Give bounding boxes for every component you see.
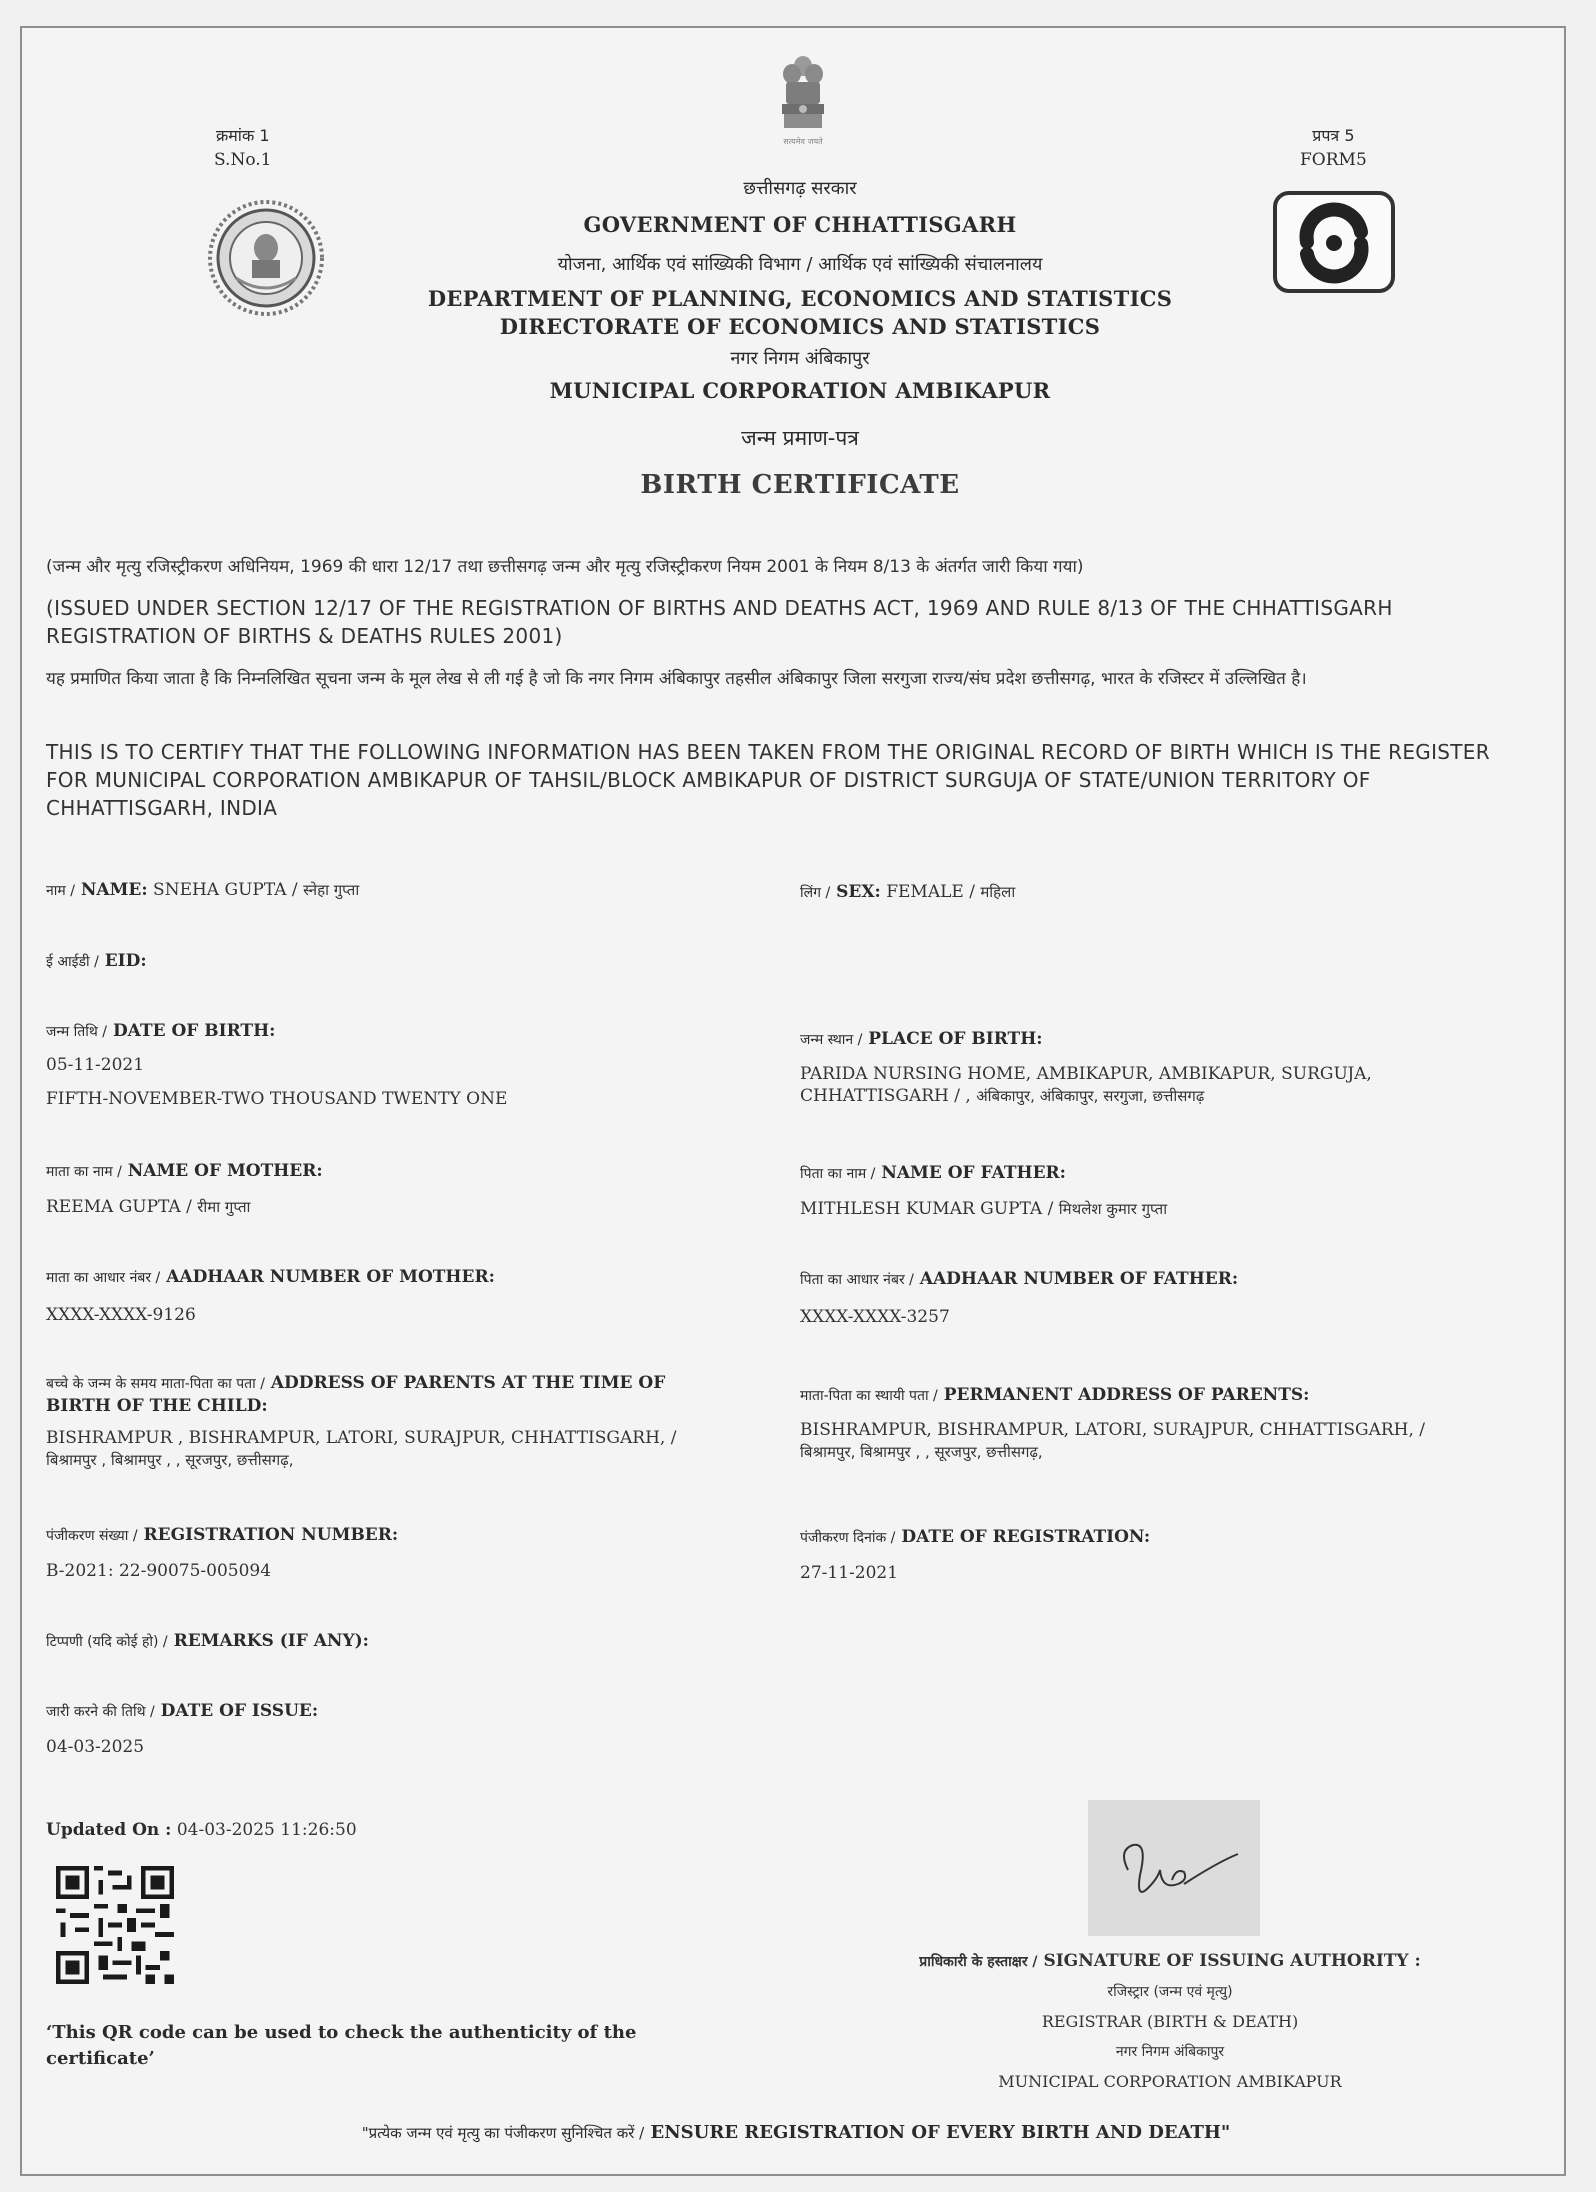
permanent-address-label-hi: माता-पिता का स्थायी पता / (800, 1388, 938, 1404)
father-label-hi: पिता का नाम / (800, 1166, 876, 1182)
mother-label: NAME OF MOTHER: (127, 1161, 323, 1181)
permanent-address-field (800, 1384, 1540, 1463)
father-value: MITHLESH KUMAR GUPTA / (800, 1199, 1054, 1219)
sex-value-hi: महिला (980, 883, 1016, 901)
footer-slogan-en: ENSURE REGISTRATION OF EVERY BIRTH AND DEATH" (650, 2122, 1231, 2143)
directorate-en: DIRECTORATE OF ECONOMICS AND STATISTICS (499, 314, 1101, 339)
mother-value-hi: रीमा गुप्ता (197, 1198, 251, 1216)
footer-slogan-hi: "प्रत्येक जन्म एवं मृत्यु का पंजीकरण सुनिश्चित करें / (361, 2124, 645, 2142)
qr-note: ‘This QR code can be used to check the authenticity of the certificate’ (46, 2022, 637, 2069)
certify-hi: यह प्रमाणित किया जाता है कि निम्नलिखित सूचना जन्म के मूल लेख से ली गई है जो कि नगर निगम अंबिकापुर तहसील अंबिकापुर जिला सरगुजा राज्य/संघ प्रदेश छत्तीसगढ़, भारत के रजिस्टर में उल्लिखित है। (46, 669, 1307, 689)
qr-code-icon[interactable] (56, 1866, 174, 1984)
pob-field (800, 1028, 1540, 1107)
signature-label: SIGNATURE OF ISSUING AUTHORITY : (1043, 1951, 1421, 1971)
address-at-birth-label-hi: बच्चे के जन्म के समय माता-पिता का पता / (46, 1376, 265, 1392)
issue-date-field (46, 1700, 786, 1759)
aadhaar-father-value: XXXX-XXXX-3257 (800, 1307, 950, 1327)
name-field (46, 878, 786, 902)
father-label: NAME OF FATHER: (881, 1163, 1066, 1183)
title-en: BIRTH CERTIFICATE (640, 470, 960, 500)
corporation-hi: नगर निगम अंबिकापुर (730, 348, 870, 369)
aadhaar-mother-label: AADHAAR NUMBER OF MOTHER: (166, 1267, 495, 1287)
corporation-en: MUNICIPAL CORPORATION AMBIKAPUR (549, 378, 1051, 403)
sex-label: SEX: (836, 882, 881, 902)
address-at-birth-value: BISHRAMPUR , BISHRAMPUR, LATORI, SURAJPUR, CHHATTISGARH, / (46, 1428, 677, 1448)
dob-field (46, 1020, 786, 1111)
signature-label-hi: प्राधिकारी के हस्ताक्षर / (919, 1954, 1038, 1970)
aadhaar-father-field (800, 1268, 1540, 1329)
footer-slogan (46, 2122, 1546, 2143)
permanent-address-value: BISHRAMPUR, BISHRAMPUR, LATORI, SURAJPUR, CHHATTISGARH, / (800, 1420, 1426, 1440)
national-emblem-icon (770, 52, 836, 152)
registration-number-label: REGISTRATION NUMBER: (143, 1525, 399, 1545)
serial-en: S.No.1 (214, 150, 272, 170)
pob-value-line1: PARIDA NURSING HOME, AMBIKAPUR, AMBIKAPUR, SURGUJA, (800, 1064, 1372, 1084)
issue-date-label-hi: जारी करने की तिथि / (46, 1704, 155, 1720)
registration-number-value: B-2021: 22-90075-005094 (46, 1561, 272, 1581)
signature-image (1088, 1800, 1260, 1936)
issued-en: (ISSUED UNDER SECTION 12/17 OF THE REGISTRATION OF BIRTHS AND DEATHS ACT, 1969 AND RULE 8/13 OF THE CHHATTISGARH REGISTRATION OF BIRTHS & DEATHS RULES 2001) (46, 596, 1393, 648)
name-label-hi: नाम / (46, 883, 75, 899)
registration-number-field (46, 1524, 786, 1583)
dob-label: DATE OF BIRTH: (112, 1021, 276, 1041)
pob-value-line2: CHHATTISGARH / , (800, 1086, 971, 1106)
permanent-address-value-hi: बिश्रामपुर, बिश्रामपुर , , सूरजपुर, छत्तीसगढ़, (800, 1443, 1043, 1461)
aadhaar-mother-label-hi: माता का आधार नंबर / (46, 1270, 161, 1286)
eid-label-hi: ई आईडी / (46, 954, 99, 970)
dob-words: FIFTH-NOVEMBER-TWO THOUSAND TWENTY ONE (46, 1089, 508, 1109)
issue-date-label: DATE OF ISSUE: (160, 1701, 319, 1721)
name-value-hi: स्नेहा गुप्ता (303, 881, 360, 899)
eid-field (46, 950, 786, 973)
father-value-hi: मिथलेश कुमार गुप्ता (1058, 1200, 1168, 1218)
state-en: GOVERNMENT OF CHHATTISGARH (583, 212, 1017, 237)
registration-date-label-hi: पंजीकरण दिनांक / (800, 1530, 896, 1546)
pob-label: PLACE OF BIRTH: (868, 1029, 1043, 1049)
emblem-caption: सत्यमेव जयते (783, 137, 823, 146)
registration-date-field (800, 1526, 1540, 1585)
permanent-address-label: PERMANENT ADDRESS OF PARENTS: (943, 1385, 1310, 1405)
name-value: SNEHA GUPTA / (153, 880, 298, 900)
state-hi: छत्तीसगढ़ सरकार (743, 178, 857, 199)
serial-hi: क्रमांक 1 (215, 126, 270, 145)
issued-hi: (जन्म और मृत्यु रजिस्ट्रीकरण अधिनियम, 1969 की धारा 12/17 तथा छत्तीसगढ़ जन्म और मृत्यु रजिस्ट्रीकरण नियम 2001 के नियम 8/13 के अंतर्गत जारी किया गया) (46, 557, 1084, 577)
address-at-birth-label-line1: ADDRESS OF PARENTS AT THE TIME OF (270, 1373, 666, 1393)
mother-field (46, 1160, 786, 1219)
form-en: FORM5 (1300, 150, 1367, 170)
sex-label-hi: लिंग / (800, 885, 831, 901)
form-number (1300, 124, 1367, 172)
aadhaar-mother-field (46, 1266, 786, 1327)
remarks-label-hi: टिप्पणी (यदि कोई हो) / (46, 1634, 168, 1650)
form-hi: प्रपत्र 5 (1312, 126, 1355, 145)
dept-en: DEPARTMENT OF PLANNING, ECONOMICS AND STATISTICS (427, 286, 1173, 311)
registration-number-label-hi: पंजीकरण संख्या / (46, 1528, 138, 1544)
mother-label-hi: माता का नाम / (46, 1164, 122, 1180)
certify-en: THIS IS TO CERTIFY THAT THE FOLLOWING INFORMATION HAS BEEN TAKEN FROM THE ORIGINAL RECORD OF BIRTH WHICH IS THE REGISTER FOR MUNICIPAL CORPORATION AMBIKAPUR OF TAHSIL/BLOCK AMBIKAPUR OF DISTRICT SURGUJA OF STATE/UNION TERRITORY OF CHHATTISGARH, INDIA (46, 740, 1490, 820)
title-hi: जन्म प्रमाण-पत्र (741, 426, 859, 450)
remarks-field (46, 1630, 786, 1653)
dept-hi: योजना, आर्थिक एवं सांख्यिकी विभाग / आर्थिक एवं सांख्यिकी संचालनालय (557, 254, 1043, 275)
pob-label-hi: जन्म स्थान / (800, 1032, 863, 1048)
updated-on-value: 04-03-2025 11:26:50 (176, 1820, 357, 1840)
registration-date-label: DATE OF REGISTRATION: (901, 1527, 1151, 1547)
remarks-label: REMARKS (IF ANY): (173, 1631, 369, 1651)
registration-date-value: 27-11-2021 (800, 1563, 899, 1583)
aadhaar-father-label-hi: पिता का आधार नंबर / (800, 1272, 914, 1288)
updated-on-label: Updated On : (46, 1820, 172, 1840)
address-at-birth-field (46, 1372, 786, 1471)
signature-corporation-hi: नगर निगम अंबिकापुर (1115, 2044, 1225, 2060)
father-field (800, 1162, 1540, 1221)
sex-field (800, 880, 1540, 904)
birth-registration-logo-icon (1272, 190, 1396, 294)
eid-label: EID: (104, 951, 147, 971)
address-at-birth-value-hi: बिश्रामपुर , बिश्रामपुर , , सूरजपुर, छत्तीसगढ़, (46, 1451, 294, 1469)
registrar-hi: रजिस्ट्रार (जन्म एवं मृत्यु) (1107, 1984, 1233, 2000)
signature-block (860, 1946, 1480, 2097)
dob-label-hi: जन्म तिथि / (46, 1024, 108, 1040)
aadhaar-father-label: AADHAAR NUMBER OF FATHER: (919, 1269, 1239, 1289)
signature-corporation-en: MUNICIPAL CORPORATION AMBIKAPUR (998, 2072, 1342, 2091)
name-label: NAME: (80, 880, 148, 900)
dob-value: 05-11-2021 (46, 1055, 145, 1075)
updated-on (46, 1818, 786, 1842)
registrar-en: REGISTRAR (BIRTH & DEATH) (1041, 2012, 1299, 2031)
aadhaar-mother-value: XXXX-XXXX-9126 (46, 1305, 196, 1325)
pob-value-hi: अंबिकापुर, अंबिकापुर, सरगुजा, छत्तीसगढ़ (976, 1087, 1205, 1105)
mother-value: REEMA GUPTA / (46, 1197, 192, 1217)
serial-number (214, 124, 271, 172)
issue-date-value: 04-03-2025 (46, 1737, 145, 1757)
address-at-birth-label-line2: BIRTH OF THE CHILD: (46, 1396, 268, 1416)
sex-value: FEMALE / (886, 882, 975, 902)
